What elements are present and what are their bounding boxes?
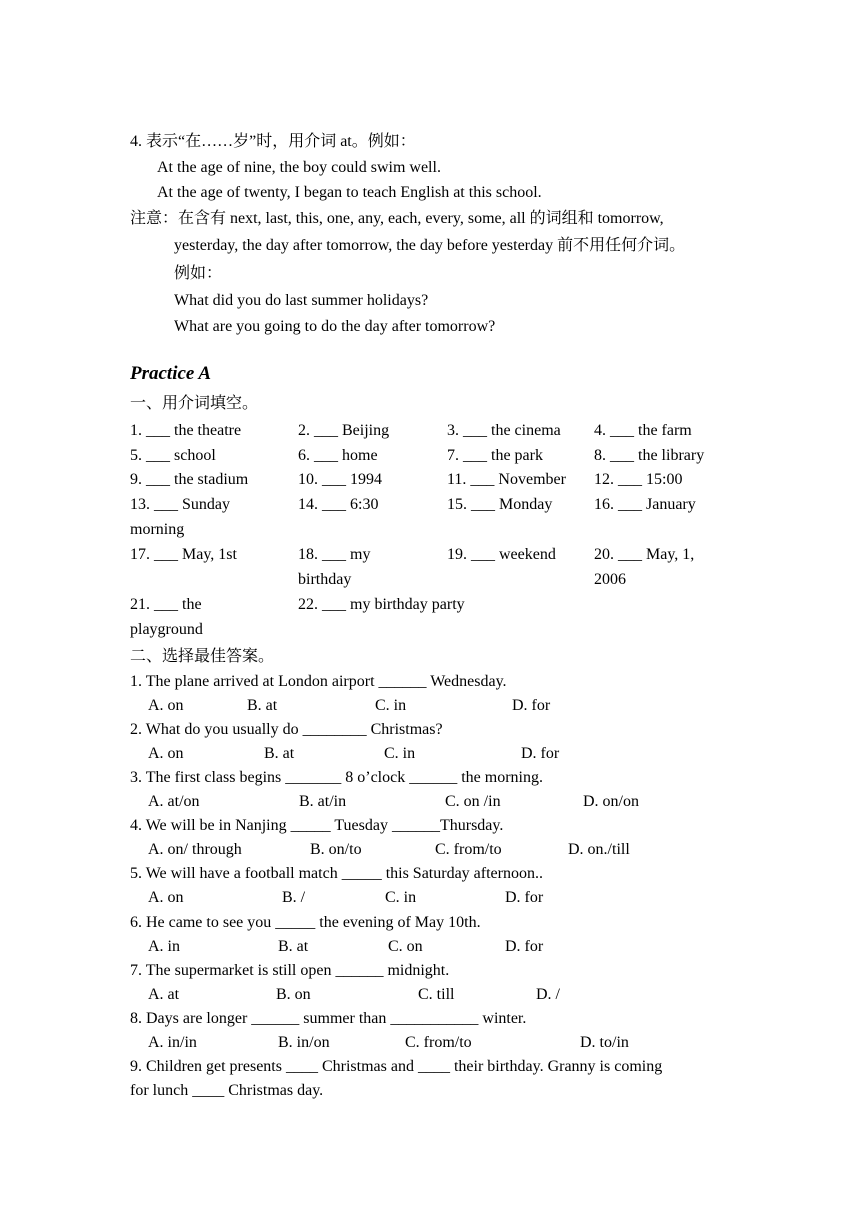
fill-item: 1. ___ the theatre: [130, 422, 242, 439]
fill-item: 22. ___ my birthday party: [298, 596, 465, 613]
option-a: A. on: [148, 745, 184, 762]
example-sentence: What are you going to do the day after tomorrow?: [174, 318, 496, 335]
option-c: C. in: [384, 745, 416, 762]
fill-item: 2. ___ Beijing: [298, 422, 390, 439]
question-text: 9. Children get presents ____ Christmas and ____ their birthday. Granny is coming: [130, 1058, 663, 1075]
question-text: 8. Days are longer ______ summer than ___________ winter.: [130, 1010, 527, 1027]
fill-item: 6. ___ home: [298, 447, 378, 464]
option-d: D. for: [505, 938, 544, 955]
fill-item: 16. ___ January: [594, 496, 696, 513]
fill-item: 11. ___ November: [447, 471, 566, 488]
option-a: A. at/on: [148, 793, 200, 810]
option-b: B. at: [278, 938, 309, 955]
option-a: A. at: [148, 986, 180, 1003]
question-text: for lunch ____ Christmas day.: [130, 1082, 324, 1099]
question-text: 7. The supermarket is still open ______ midnight.: [130, 962, 450, 979]
option-b: B. at/in: [299, 793, 347, 810]
example-sentence: What did you do last summer holidays?: [174, 292, 429, 309]
option-b: B. on/to: [310, 841, 362, 858]
option-c: C. in: [385, 889, 417, 906]
option-a: A. in/in: [148, 1034, 197, 1051]
fill-item: 19. ___ weekend: [447, 546, 556, 563]
fill-item-wrap: morning: [130, 521, 185, 538]
option-b: B. on: [276, 986, 311, 1003]
fill-item: 18. ___ my: [298, 546, 371, 563]
fill-item: 21. ___ the: [130, 596, 202, 613]
option-d: D. for: [521, 745, 560, 762]
question-text: 5. We will have a football match _____ this Saturday afternoon..: [130, 865, 543, 882]
fill-item: 9. ___ the stadium: [130, 471, 249, 488]
fill-item: 13. ___ Sunday: [130, 496, 230, 513]
fill-item: 7. ___ the park: [447, 447, 543, 464]
option-c: C. from/to: [435, 841, 502, 858]
option-d: D. to/in: [580, 1034, 629, 1051]
section-heading: 二、选择最佳答案。: [130, 648, 275, 665]
fill-item: 20. ___ May, 1,: [594, 546, 695, 563]
option-a: A. in: [148, 938, 180, 955]
fill-item: 8. ___ the library: [594, 447, 705, 464]
option-a: A. on: [148, 697, 184, 714]
example-sentence: At the age of twenty, I began to teach English at this school.: [157, 184, 542, 201]
option-d: D. for: [512, 697, 551, 714]
option-c: C. from/to: [405, 1034, 472, 1051]
option-a: A. on/ through: [148, 841, 242, 858]
note-text: 注意：在含有 next, last, this, one, any, each, every, some, all 的词组和 tomorrow,: [130, 210, 664, 227]
fill-item: 15. ___ Monday: [447, 496, 553, 513]
option-a: A. on: [148, 889, 184, 906]
question-text: 6. He came to see you _____ the evening of May 10th.: [130, 914, 481, 931]
fill-item: 10. ___ 1994: [298, 471, 382, 488]
option-b: B. at: [264, 745, 295, 762]
option-d: D. on/on: [583, 793, 639, 810]
option-b: B. /: [282, 889, 306, 906]
option-d: D. on./till: [568, 841, 630, 858]
option-b: B. at: [247, 697, 278, 714]
question-text: 4. We will be in Nanjing _____ Tuesday ______Thursday.: [130, 817, 504, 834]
option-b: B. in/on: [278, 1034, 330, 1051]
note-text: 例如：: [174, 265, 223, 282]
fill-item-wrap: 2006: [594, 571, 626, 588]
question-text: 1. The plane arrived at London airport ______ Wednesday.: [130, 673, 507, 690]
fill-item-wrap: playground: [130, 621, 203, 638]
option-c: C. in: [375, 697, 407, 714]
fill-item: 17. ___ May, 1st: [130, 546, 237, 563]
example-sentence: At the age of nine, the boy could swim well.: [157, 159, 441, 176]
question-text: 3. The first class begins _______ 8 o’clock ______ the morning.: [130, 769, 543, 786]
option-c: C. on /in: [445, 793, 501, 810]
note-text: yesterday, the day after tomorrow, the day before yesterday 前不用任何介词。: [174, 237, 686, 254]
practice-title: Practice A: [130, 363, 212, 384]
option-d: D. for: [505, 889, 544, 906]
fill-item: 14. ___ 6:30: [298, 496, 379, 513]
rule-4-text: 4. 表示“在……岁”时，用介词 at。例如：: [130, 133, 416, 150]
option-c: C. on: [388, 938, 423, 955]
fill-item: 4. ___ the farm: [594, 422, 692, 439]
fill-item: 12. ___ 15:00: [594, 471, 683, 488]
question-text: 2. What do you usually do ________ Christmas?: [130, 721, 443, 738]
fill-item: 5. ___ school: [130, 447, 216, 464]
option-d: D. /: [536, 986, 560, 1003]
section-heading: 一、用介词填空。: [130, 395, 259, 412]
fill-item: 3. ___ the cinema: [447, 422, 561, 439]
option-c: C. till: [418, 986, 455, 1003]
fill-item-wrap: birthday: [298, 571, 352, 588]
